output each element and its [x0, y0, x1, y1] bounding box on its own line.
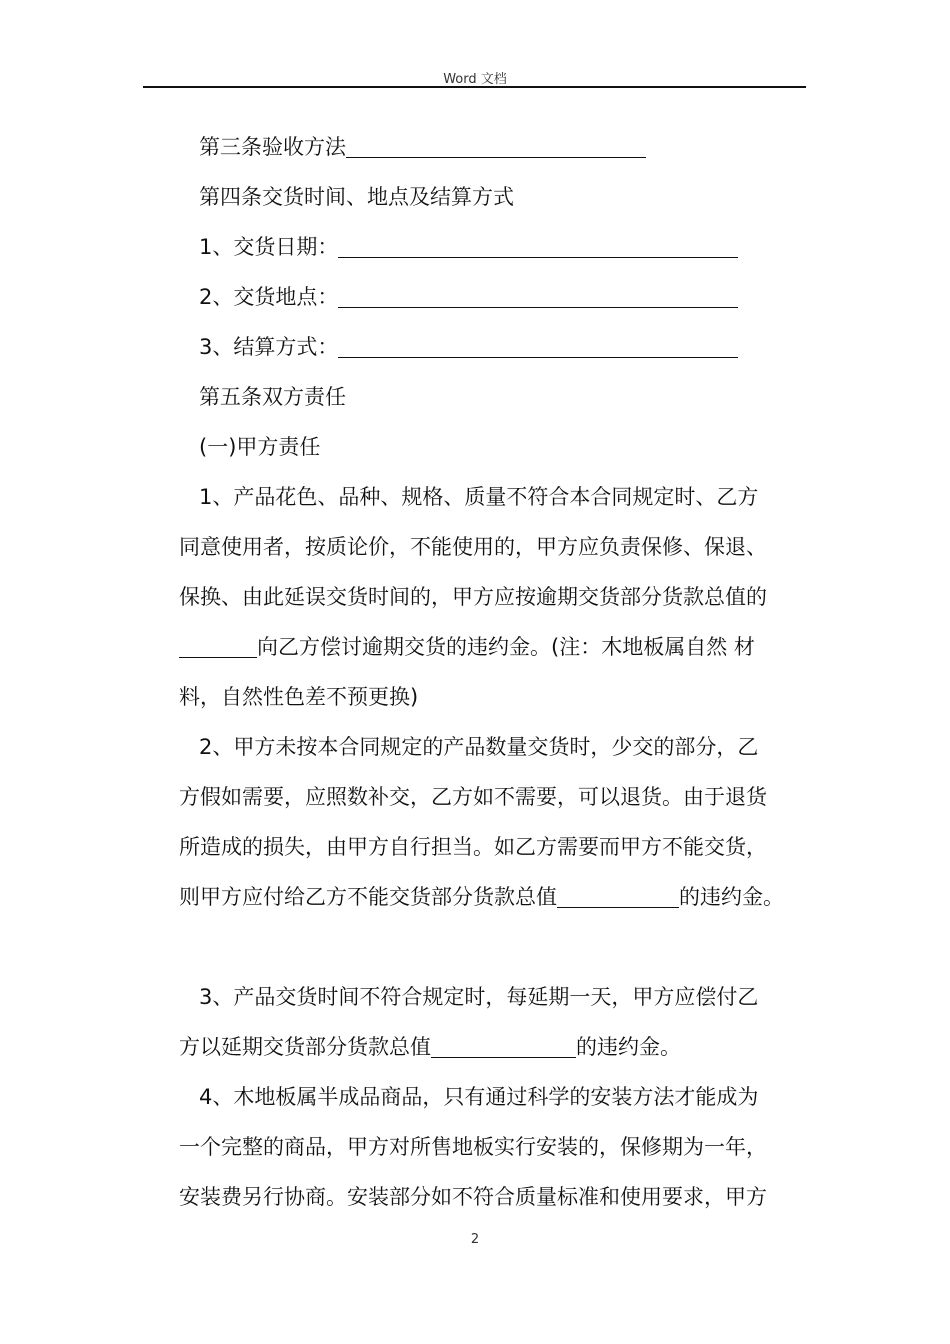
text-line: 一个完整的商品，甲方对所售地板实行安装的，保修期为一年， — [179, 1135, 767, 1159]
document-header-title: Word 文档 — [443, 72, 507, 87]
paragraph-delivery-place — [199, 272, 738, 322]
paragraph-acceptance-method — [199, 122, 646, 172]
settlement-method-label: 3、结算方式： — [199, 335, 339, 359]
text-line-with-blank — [179, 1022, 681, 1072]
delivery-date-label: 1、交货日期： — [199, 235, 339, 259]
paragraph-delivery-date — [199, 222, 738, 272]
paragraph-settlement-method — [199, 322, 738, 372]
delay-penalty-blank — [431, 1037, 576, 1058]
settlement-method-blank — [338, 337, 738, 358]
header-divider — [143, 86, 806, 88]
text-line-head: 方以延期交货部分货款总值 — [179, 1035, 431, 1059]
acceptance-method-blank — [346, 137, 646, 158]
text-line: 方假如需要，应照数补交，乙方如不需要，可以退货。由于退货 — [179, 785, 767, 809]
text-line-tail: 的违约金。 — [679, 885, 784, 909]
text-line: 2、甲方未按本合同规定的产品数量交货时，少交的部分，乙 — [199, 735, 759, 759]
penalty-rate-blank — [179, 637, 257, 658]
text-line: 4、木地板属半成品商品，只有通过科学的安装方法才能成为 — [199, 1085, 759, 1109]
paragraph-party-a-heading: (一)甲方责任 — [199, 435, 321, 459]
paragraph-article-four-heading: 第四条交货时间、地点及结算方式 — [199, 185, 514, 209]
text-line-with-blank — [179, 872, 784, 922]
acceptance-method-label: 第三条验收方法 — [199, 135, 346, 159]
text-line: 料，自然性色差不预更换) — [179, 685, 419, 709]
shortfall-penalty-blank — [557, 887, 679, 908]
text-line-tail: 向乙方偿讨逾期交货的违约金。(注：木地板属自然 材 — [257, 635, 755, 659]
text-line: 保换、由此延误交货时间的，甲方应按逾期交货部分货款总值的 — [179, 585, 767, 609]
text-line-with-blank — [179, 622, 755, 672]
page-number: 2 — [470, 1232, 480, 1247]
text-line: 同意使用者，按质论价，不能使用的，甲方应负责保修、保退、 — [179, 535, 767, 559]
delivery-place-label: 2、交货地点： — [199, 285, 339, 309]
text-line: 3、产品交货时间不符合规定时，每延期一天，甲方应偿付乙 — [199, 985, 759, 1009]
delivery-date-blank — [338, 237, 738, 258]
text-line-head: 则甲方应付给乙方不能交货部分货款总值 — [179, 885, 557, 909]
text-line: 安装费另行协商。安装部分如不符合质量标准和使用要求，甲方 — [179, 1185, 767, 1209]
delivery-place-blank — [338, 287, 738, 308]
paragraph-article-five-heading: 第五条双方责任 — [199, 385, 346, 409]
text-line-tail: 的违约金。 — [576, 1035, 681, 1059]
text-line: 所造成的损失，由甲方自行担当。如乙方需要而甲方不能交货， — [179, 835, 767, 859]
text-line: 1、产品花色、品种、规格、质量不符合本合同规定时、乙方 — [199, 485, 759, 509]
